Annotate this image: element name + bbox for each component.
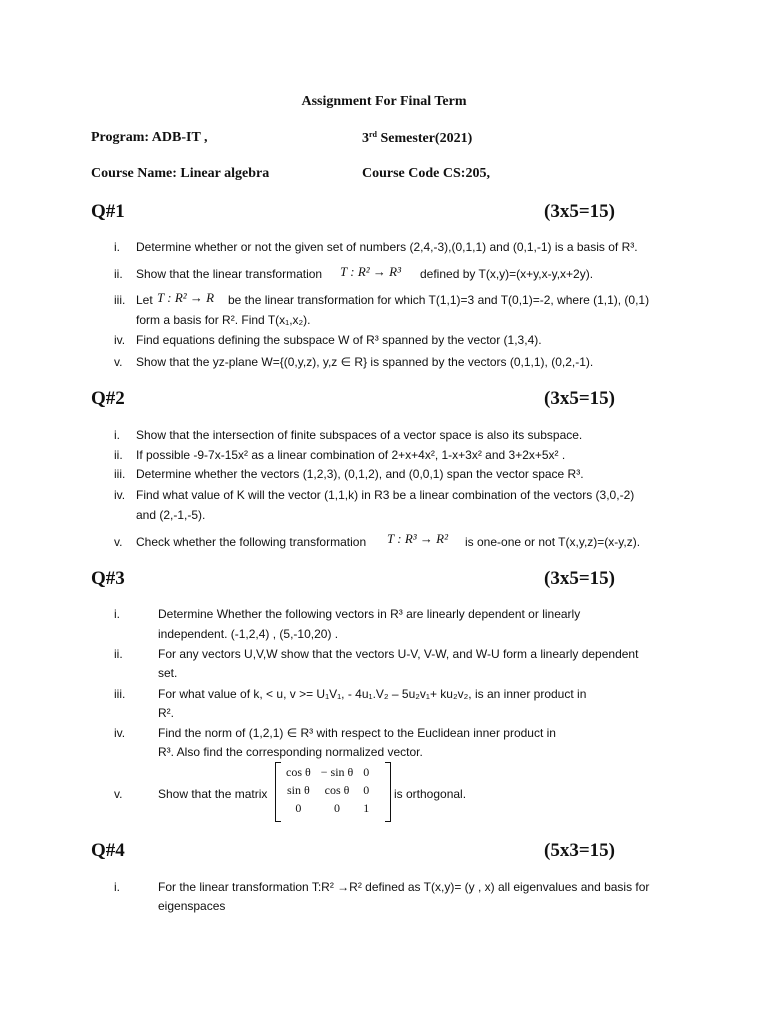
matrix-cell: sin θ [286, 782, 310, 797]
matrix-cell: − sin θ [320, 764, 354, 779]
matrix-cell: cos θ [286, 764, 311, 779]
matrix-cell: 0 [363, 782, 370, 797]
document-title: Assignment For Final Term [301, 94, 467, 109]
matrix-cell: 1 [363, 800, 370, 815]
matrix-table [281, 763, 374, 817]
q2-marks: (3x5=15) [544, 388, 615, 409]
q3-label: Q#3 [91, 568, 125, 589]
transformation-formula: T : R³ → R² [387, 531, 449, 546]
right-bracket [385, 762, 391, 822]
q2-label: Q#2 [91, 388, 125, 409]
q1-marks: (3x5=15) [544, 201, 615, 222]
course-name: Course Name: Linear algebra [91, 166, 270, 181]
matrix-cell: cos θ [324, 782, 350, 797]
matrix-cell: 0 [334, 800, 341, 815]
transformation-formula: T : R² → R [157, 290, 215, 305]
course-code: Course Code CS:205, [362, 166, 490, 181]
matrix-cell: 0 [295, 800, 302, 815]
semester-label: 3rd Semester(2021) [362, 130, 473, 146]
matrix-cell: 0 [363, 764, 370, 779]
transformation-formula: T : R² → R³ [340, 264, 402, 279]
q1-label: Q#1 [91, 201, 125, 222]
q4-label: Q#4 [91, 840, 125, 861]
program-label: Program: ADB-IT , [91, 130, 208, 145]
orthogonal-matrix [275, 762, 391, 820]
q3-marks: (3x5=15) [544, 568, 615, 589]
q4-marks: (5x3=15) [544, 840, 615, 861]
